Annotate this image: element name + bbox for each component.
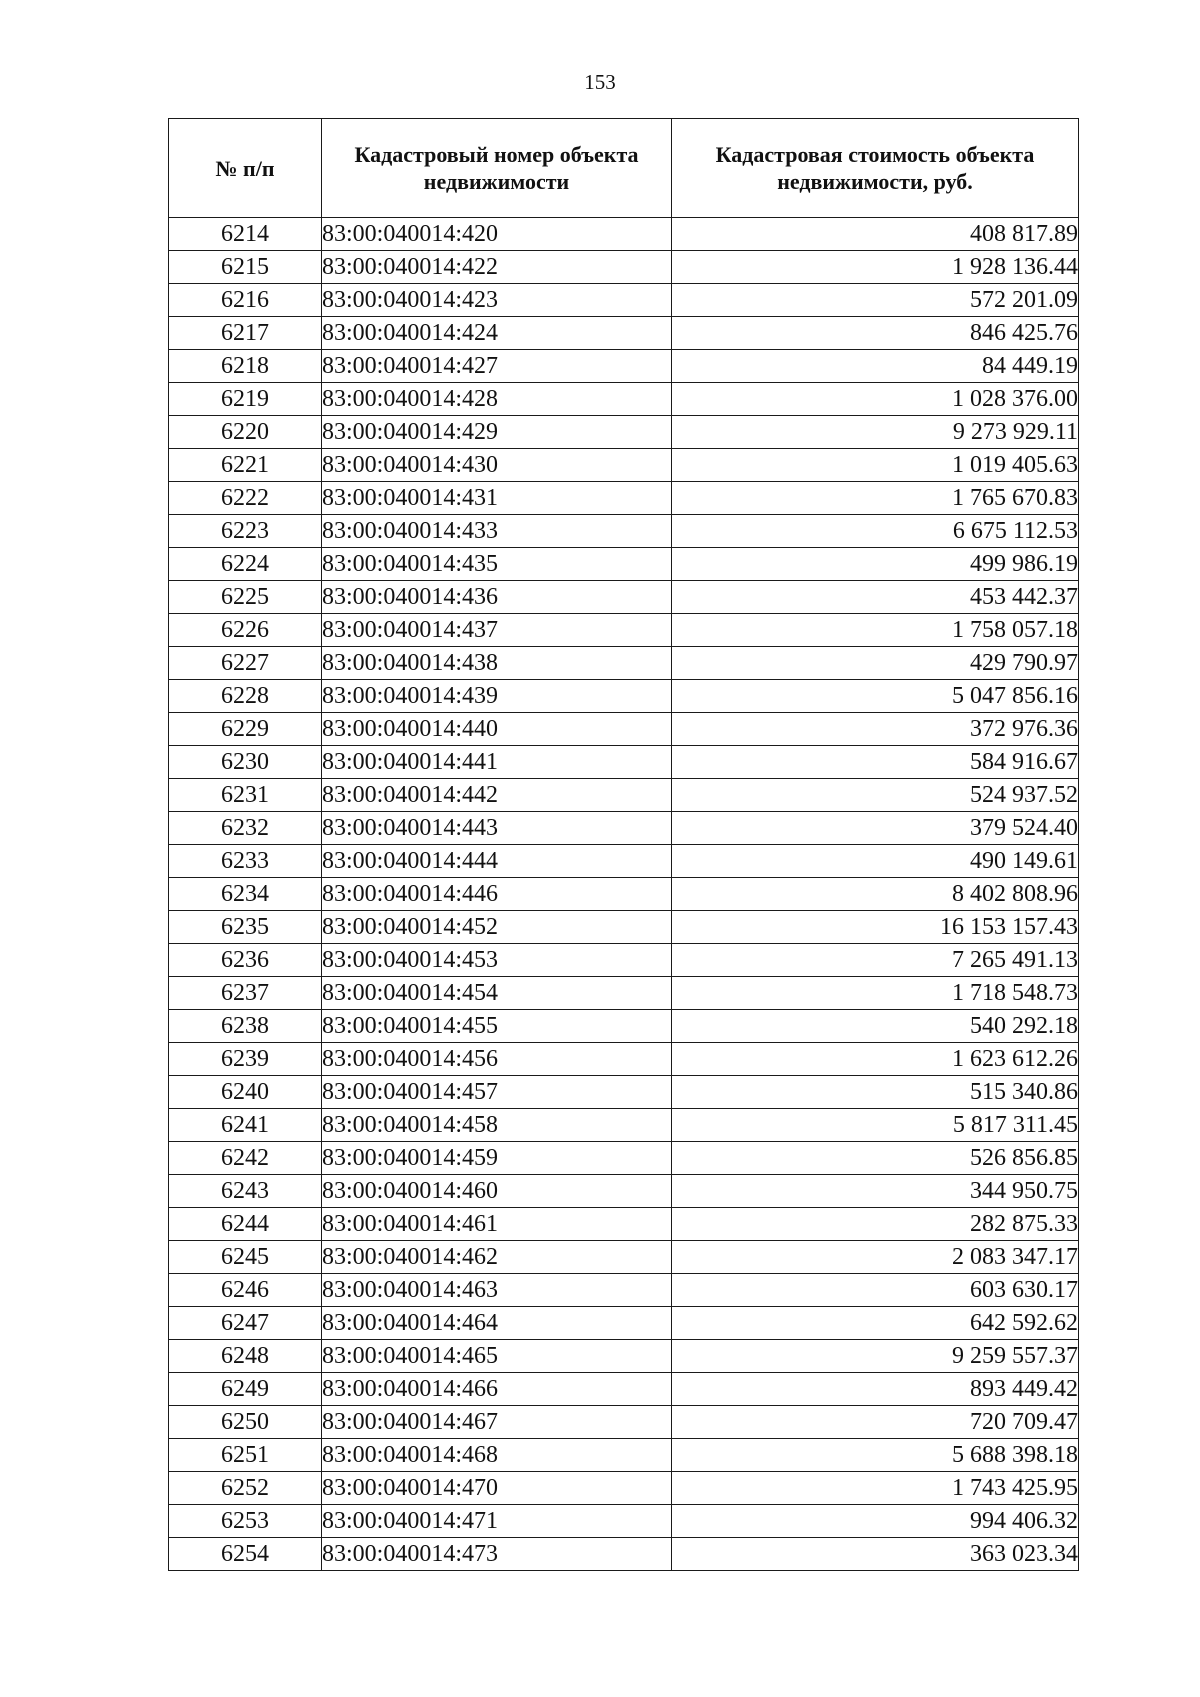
table-row: [169, 1241, 1079, 1274]
header-cadastral-number: Кадастровый номер объекта недвижимости: [322, 119, 672, 218]
table-row: [169, 1340, 1079, 1373]
row-number-cell: 6222: [169, 482, 322, 515]
cadastral-value-cell: 9 259 557.37: [672, 1340, 1079, 1373]
table-row: [169, 944, 1079, 977]
table-row: [169, 1043, 1079, 1076]
cadastral-value-cell: 282 875.33: [672, 1208, 1079, 1241]
header-cadastral-value: Кадастровая стоимость объекта недвижимости, руб.: [672, 119, 1079, 218]
cadastral-number-cell: 83:00:040014:443: [322, 812, 672, 845]
cadastral-value-cell: 603 630.17: [672, 1274, 1079, 1307]
cadastral-value-cell: 526 856.85: [672, 1142, 1079, 1175]
cadastral-value-cell: 893 449.42: [672, 1373, 1079, 1406]
row-number-cell: 6234: [169, 878, 322, 911]
cadastral-number-cell: 83:00:040014:431: [322, 482, 672, 515]
cadastral-number-cell: 83:00:040014:430: [322, 449, 672, 482]
cadastral-value-cell: 515 340.86: [672, 1076, 1079, 1109]
table-row: [169, 845, 1079, 878]
table-row: [169, 1505, 1079, 1538]
cadastral-number-cell: 83:00:040014:442: [322, 779, 672, 812]
cadastral-number-cell: 83:00:040014:467: [322, 1406, 672, 1439]
row-number-cell: 6252: [169, 1472, 322, 1505]
row-number-cell: 6217: [169, 317, 322, 350]
cadastral-value-cell: 7 265 491.13: [672, 944, 1079, 977]
cadastral-number-cell: 83:00:040014:454: [322, 977, 672, 1010]
table-row: [169, 713, 1079, 746]
table-row: [169, 482, 1079, 515]
row-number-cell: 6231: [169, 779, 322, 812]
row-number-cell: 6236: [169, 944, 322, 977]
cadastral-number-cell: 83:00:040014:433: [322, 515, 672, 548]
table-row: [169, 1208, 1079, 1241]
cadastral-value-cell: 1 765 670.83: [672, 482, 1079, 515]
row-number-cell: 6214: [169, 218, 322, 251]
table-row: [169, 647, 1079, 680]
cadastral-value-cell: 1 028 376.00: [672, 383, 1079, 416]
row-number-cell: 6250: [169, 1406, 322, 1439]
table-row: [169, 251, 1079, 284]
table-row: [169, 1175, 1079, 1208]
table-row: [169, 1538, 1079, 1571]
table-row: [169, 416, 1079, 449]
row-number-cell: 6241: [169, 1109, 322, 1142]
page-number: 153: [584, 70, 616, 94]
table-row: [169, 449, 1079, 482]
table-row: [169, 284, 1079, 317]
cadastral-number-cell: 83:00:040014:470: [322, 1472, 672, 1505]
row-number-cell: 6235: [169, 911, 322, 944]
cadastral-value-cell: 490 149.61: [672, 845, 1079, 878]
table-row: [169, 812, 1079, 845]
row-number-cell: 6251: [169, 1439, 322, 1472]
row-number-cell: 6218: [169, 350, 322, 383]
cadastral-number-cell: 83:00:040014:462: [322, 1241, 672, 1274]
table-row: [169, 680, 1079, 713]
row-number-cell: 6240: [169, 1076, 322, 1109]
table-header-row: [169, 119, 1079, 218]
cadastral-number-cell: 83:00:040014:428: [322, 383, 672, 416]
table-row: [169, 317, 1079, 350]
table-row: [169, 614, 1079, 647]
cadastral-value-cell: 1 019 405.63: [672, 449, 1079, 482]
cadastral-number-cell: 83:00:040014:446: [322, 878, 672, 911]
table-row: [169, 1373, 1079, 1406]
cadastral-value-cell: 2 083 347.17: [672, 1241, 1079, 1274]
cadastral-value-cell: 84 449.19: [672, 350, 1079, 383]
row-number-cell: 6237: [169, 977, 322, 1010]
cadastral-number-cell: 83:00:040014:420: [322, 218, 672, 251]
row-number-cell: 6229: [169, 713, 322, 746]
table-row: [169, 548, 1079, 581]
cadastral-value-cell: 379 524.40: [672, 812, 1079, 845]
cadastral-value-cell: 1 928 136.44: [672, 251, 1079, 284]
cadastral-number-cell: 83:00:040014:438: [322, 647, 672, 680]
cadastral-number-cell: 83:00:040014:429: [322, 416, 672, 449]
cadastral-value-cell: 524 937.52: [672, 779, 1079, 812]
cadastral-value-cell: 429 790.97: [672, 647, 1079, 680]
row-number-cell: 6254: [169, 1538, 322, 1571]
cadastral-number-cell: 83:00:040014:456: [322, 1043, 672, 1076]
row-number-cell: 6244: [169, 1208, 322, 1241]
cadastral-number-cell: 83:00:040014:441: [322, 746, 672, 779]
row-number-cell: 6245: [169, 1241, 322, 1274]
table-row: [169, 1010, 1079, 1043]
table-row: [169, 581, 1079, 614]
row-number-cell: 6230: [169, 746, 322, 779]
table-row: [169, 218, 1079, 251]
row-number-cell: 6242: [169, 1142, 322, 1175]
table-row: [169, 1472, 1079, 1505]
cadastral-value-cell: 6 675 112.53: [672, 515, 1079, 548]
table-header: [169, 119, 1079, 218]
table-row: [169, 977, 1079, 1010]
table-row: [169, 779, 1079, 812]
row-number-cell: 6246: [169, 1274, 322, 1307]
cadastral-value-cell: 584 916.67: [672, 746, 1079, 779]
row-number-cell: 6238: [169, 1010, 322, 1043]
cadastral-value-cell: 1 623 612.26: [672, 1043, 1079, 1076]
cadastral-value-cell: 499 986.19: [672, 548, 1079, 581]
cadastral-value-cell: 846 425.76: [672, 317, 1079, 350]
cadastral-number-cell: 83:00:040014:424: [322, 317, 672, 350]
row-number-cell: 6223: [169, 515, 322, 548]
table-body: [169, 218, 1079, 1571]
row-number-cell: 6233: [169, 845, 322, 878]
row-number-cell: 6219: [169, 383, 322, 416]
cadastral-number-cell: 83:00:040014:455: [322, 1010, 672, 1043]
cadastral-value-cell: 8 402 808.96: [672, 878, 1079, 911]
table-row: [169, 1307, 1079, 1340]
cadastral-number-cell: 83:00:040014:452: [322, 911, 672, 944]
cadastral-value-cell: 720 709.47: [672, 1406, 1079, 1439]
row-number-cell: 6253: [169, 1505, 322, 1538]
table-row: [169, 383, 1079, 416]
cadastral-value-cell: 5 817 311.45: [672, 1109, 1079, 1142]
cadastral-number-cell: 83:00:040014:463: [322, 1274, 672, 1307]
table-row: [169, 1406, 1079, 1439]
row-number-cell: 6248: [169, 1340, 322, 1373]
table-row: [169, 1142, 1079, 1175]
header-row-number: № п/п: [169, 119, 322, 218]
row-number-cell: 6228: [169, 680, 322, 713]
row-number-cell: 6227: [169, 647, 322, 680]
row-number-cell: 6216: [169, 284, 322, 317]
row-number-cell: 6243: [169, 1175, 322, 1208]
row-number-cell: 6249: [169, 1373, 322, 1406]
row-number-cell: 6226: [169, 614, 322, 647]
cadastral-number-cell: 83:00:040014:444: [322, 845, 672, 878]
table-row: [169, 515, 1079, 548]
cadastral-number-cell: 83:00:040014:465: [322, 1340, 672, 1373]
row-number-cell: 6247: [169, 1307, 322, 1340]
cadastral-number-cell: 83:00:040014:473: [322, 1538, 672, 1571]
cadastral-number-cell: 83:00:040014:466: [322, 1373, 672, 1406]
cadastral-number-cell: 83:00:040014:436: [322, 581, 672, 614]
cadastral-number-cell: 83:00:040014:453: [322, 944, 672, 977]
table-row: [169, 746, 1079, 779]
row-number-cell: 6232: [169, 812, 322, 845]
cadastral-number-cell: 83:00:040014:427: [322, 350, 672, 383]
cadastral-value-cell: 1 718 548.73: [672, 977, 1079, 1010]
table-row: [169, 1439, 1079, 1472]
cadastral-value-table: [168, 118, 1079, 1571]
table-row: [169, 911, 1079, 944]
cadastral-value-cell: 344 950.75: [672, 1175, 1079, 1208]
cadastral-number-cell: 83:00:040014:460: [322, 1175, 672, 1208]
table-row: [169, 1076, 1079, 1109]
cadastral-number-cell: 83:00:040014:468: [322, 1439, 672, 1472]
cadastral-value-cell: 1 743 425.95: [672, 1472, 1079, 1505]
cadastral-number-cell: 83:00:040014:423: [322, 284, 672, 317]
table-row: [169, 878, 1079, 911]
cadastral-number-cell: 83:00:040014:459: [322, 1142, 672, 1175]
cadastral-number-cell: 83:00:040014:464: [322, 1307, 672, 1340]
cadastral-number-cell: 83:00:040014:439: [322, 680, 672, 713]
cadastral-value-cell: 5 047 856.16: [672, 680, 1079, 713]
table-row: [169, 350, 1079, 383]
cadastral-value-cell: 642 592.62: [672, 1307, 1079, 1340]
row-number-cell: 6221: [169, 449, 322, 482]
cadastral-number-cell: 83:00:040014:422: [322, 251, 672, 284]
row-number-cell: 6225: [169, 581, 322, 614]
cadastral-number-cell: 83:00:040014:457: [322, 1076, 672, 1109]
cadastral-value-cell: 5 688 398.18: [672, 1439, 1079, 1472]
cadastral-value-cell: 372 976.36: [672, 713, 1079, 746]
row-number-cell: 6220: [169, 416, 322, 449]
cadastral-number-cell: 83:00:040014:435: [322, 548, 672, 581]
row-number-cell: 6239: [169, 1043, 322, 1076]
cadastral-value-cell: 453 442.37: [672, 581, 1079, 614]
cadastral-value-cell: 1 758 057.18: [672, 614, 1079, 647]
cadastral-value-cell: 363 023.34: [672, 1538, 1079, 1571]
row-number-cell: 6224: [169, 548, 322, 581]
row-number-cell: 6215: [169, 251, 322, 284]
cadastral-number-cell: 83:00:040014:437: [322, 614, 672, 647]
cadastral-value-cell: 572 201.09: [672, 284, 1079, 317]
table-row: [169, 1109, 1079, 1142]
cadastral-value-cell: 408 817.89: [672, 218, 1079, 251]
cadastral-value-cell: 16 153 157.43: [672, 911, 1079, 944]
cadastral-number-cell: 83:00:040014:440: [322, 713, 672, 746]
cadastral-number-cell: 83:00:040014:461: [322, 1208, 672, 1241]
cadastral-value-cell: 9 273 929.11: [672, 416, 1079, 449]
table-row: [169, 1274, 1079, 1307]
cadastral-value-cell: 994 406.32: [672, 1505, 1079, 1538]
cadastral-number-cell: 83:00:040014:458: [322, 1109, 672, 1142]
cadastral-number-cell: 83:00:040014:471: [322, 1505, 672, 1538]
cadastral-value-cell: 540 292.18: [672, 1010, 1079, 1043]
